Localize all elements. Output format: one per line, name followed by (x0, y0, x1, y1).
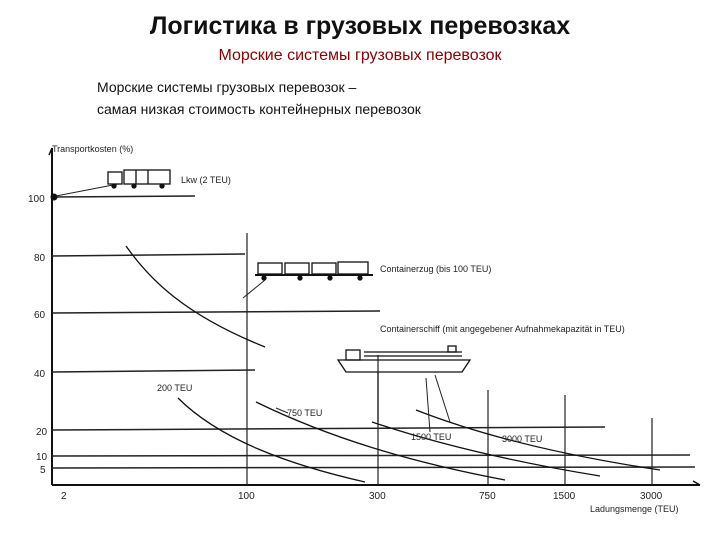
x-tick-100: 100 (238, 491, 255, 502)
ship-200-curve (178, 398, 365, 482)
x-tick-750: 750 (479, 491, 496, 502)
ship-3000-label: 3000 TEU (502, 434, 543, 444)
train-leader-line (243, 280, 265, 298)
level-line-10 (52, 455, 690, 456)
containerzug-label: Containerzug (bis 100 TEU) (380, 264, 492, 274)
lkw-cost-point (51, 194, 58, 201)
level-line-80 (52, 254, 245, 256)
slide-subtitle: Морские системы грузовых перевозок (218, 47, 502, 64)
y-tick-10: 10 (36, 452, 48, 463)
y-tick-40: 40 (34, 369, 46, 380)
level-line-40 (52, 370, 255, 372)
body-text-line-2: самая низкая стоимость контейнерных перевозок (97, 101, 421, 117)
slide-title: Логистика в грузовых перевозках (149, 12, 571, 40)
train-icon (255, 262, 373, 280)
y-tick-60: 60 (34, 310, 46, 321)
y-tick-20: 20 (36, 427, 48, 438)
ship-1500-label: 1500 TEU (411, 432, 452, 442)
level-line-20 (52, 427, 605, 430)
body-text-line-1: Морские системы грузовых перевозок – (97, 79, 357, 95)
lkw-label: Lkw (2 TEU) (181, 175, 231, 185)
transport-cost-figure (10, 125, 710, 520)
level-line-100 (52, 196, 195, 197)
level-line-60 (52, 311, 380, 313)
ship-1500-leader (426, 378, 430, 432)
level-line-5 (52, 467, 695, 468)
ship-200-label: 200 TEU (157, 383, 193, 393)
containerschiff-label: Containerschiff (mit angegebener Aufnahmekapazität in TEU) (380, 324, 625, 334)
ship-icon (338, 346, 470, 372)
ship-3000-leader (435, 375, 450, 422)
ship-750-label: 750 TEU (287, 408, 323, 418)
x-tick-2: 2 (61, 491, 67, 502)
x-tick-300: 300 (369, 491, 386, 502)
x-axis-label: Ladungsmenge (TEU) (590, 504, 679, 514)
x-tick-3000: 3000 (640, 491, 663, 502)
y-axis-label: Transportkosten (%) (52, 144, 134, 154)
y-tick-5: 5 (40, 465, 46, 476)
y-tick-80: 80 (34, 253, 46, 264)
x-tick-1500: 1500 (553, 491, 576, 502)
y-tick-100: 100 (28, 194, 45, 205)
lkw-leader-line (56, 184, 118, 196)
truck-icon (108, 170, 170, 188)
